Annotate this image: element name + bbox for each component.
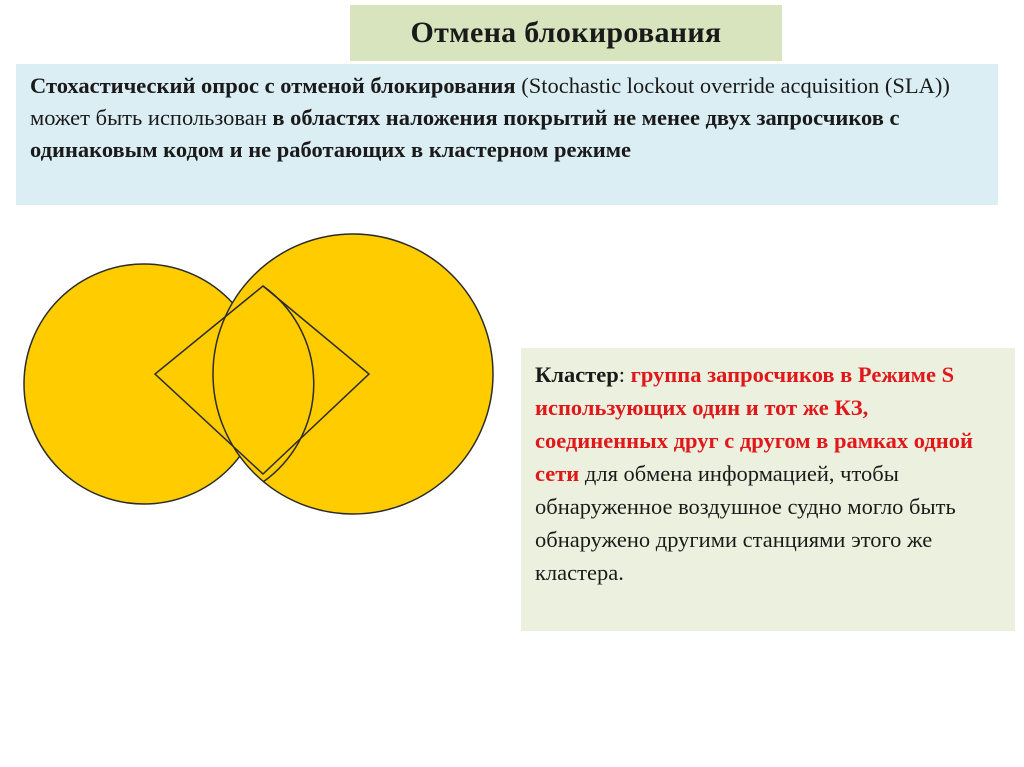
intro-text-box: [16, 64, 998, 205]
cluster-definition-rest: для обмена информацией, чтобы обнаруженное воздушное судно могло быть обнаружено другими станциями этого же кластера.: [535, 461, 956, 585]
intro-term: Стохастический опрос с отменой блокирования: [30, 73, 516, 98]
intro-description: (Stochastic lockout override acquisition (SLA)) может быть использован: [30, 73, 950, 130]
slide-title: [350, 5, 782, 61]
cluster-colon: :: [618, 362, 631, 387]
cluster-term: Кластер: [535, 362, 619, 387]
cluster-definition-box: [521, 348, 1015, 631]
right-coverage-circle: [213, 234, 493, 514]
cluster-definition-highlight: группа запросчиков в Режиме S использующих один и тот же КЗ, соединенных друг с другом в рамках одной сети: [535, 362, 973, 486]
coverage-overlap-diagram: [18, 218, 508, 523]
slide-title-text: Отмена блокирования: [410, 16, 722, 49]
intro-condition: в областях наложения покрытий не менее двух запросчиков с одинаковым кодом и не работающих в кластерном режиме: [30, 105, 900, 162]
